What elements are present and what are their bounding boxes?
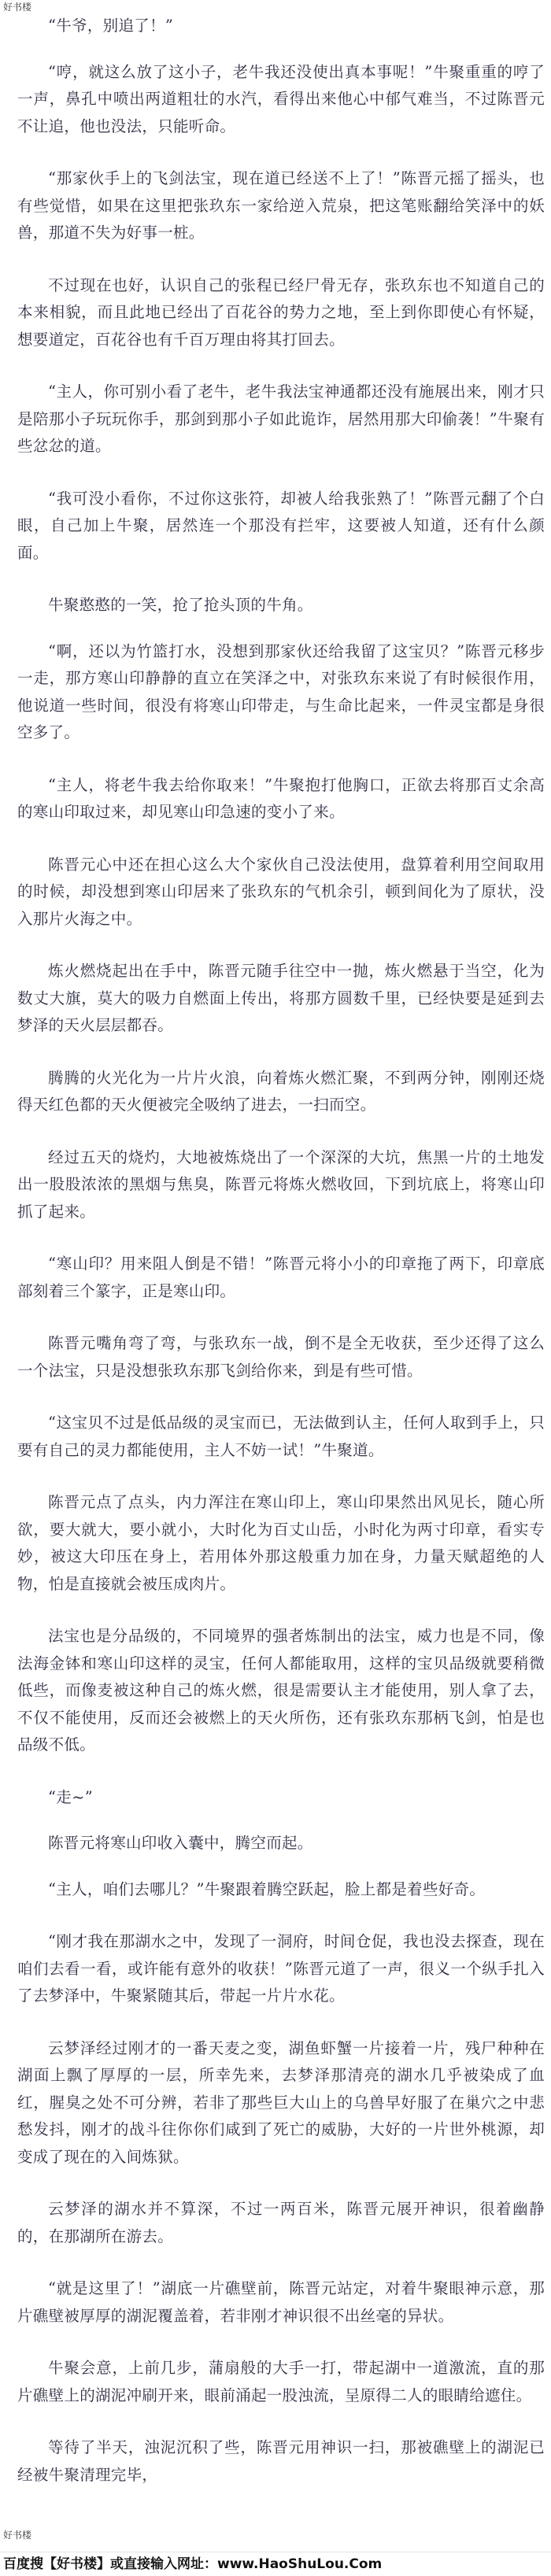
paragraph: “主人，咱们去哪儿？”牛聚跟着腾空跃起，脸上都是着些好奇。 xyxy=(48,1879,486,1898)
paragraph: “走~” xyxy=(48,1787,93,1806)
paragraph: “这宝贝不过是低品级的灵宝而已，无法做到认主，任何人取到手上，只要有自己的灵力都能使用，主人不妨一试！”牛聚道。 xyxy=(17,1414,545,1459)
paragraph: 云梦泽经过刚才的一番天麦之变，湖鱼虾蟹一片接着一片，残尸种种在湖面上飘了厚厚的一层，所幸先来，去梦泽那清亮的湖水几乎被染成了血红，腥臭之处不可分辨，若非了那些巨大山上的乌兽早好服了在巢穴之中悲愁发抖，刚才的战斗往你你们咸到了死亡的威胁，大好的一片世外桃源，却变成了现在的入间炼狱。 xyxy=(17,2038,545,2166)
paragraph: “那家伙手上的飞剑法宝，现在道已经送不上了！”陈晋元摇了摇头，也有些觉惜，如果在这里把张玖东一家给逆入荒泉，把这笔账翻给笑泽中的妖兽，那道不失为好事一桩。 xyxy=(17,169,545,242)
paragraph: 牛聚会意，上前几步，蒲扇般的大手一打，带起湖中一道激流，直的那片礁壁上的湖泥冲刷开来，眼前涌起一股浊流，呈原得二人的眼睛给遮住。 xyxy=(17,2359,545,2404)
paragraph: 云梦泽的湖水并不算深，不过一两百米，陈晋元展开神识，很着幽静的，在那湖所在游去。 xyxy=(17,2200,545,2245)
site-watermark-bottom: 好书楼 xyxy=(3,2530,32,2541)
paragraph: 经过五天的烧灼，大地被炼烧出了一个深深的大坑，焦黑一片的土地发出一股股浓浓的黑烟与焦臭，陈晋元将炼火燃收回，下到坑底上，将寒山印抓了起来。 xyxy=(17,1148,545,1221)
paragraph: “主人，你可别小看了老牛，老牛我法宝神通都还没有施展出来，刚才只是陪那小子玩玩你手，那剑到那小子如此诡诈，居然用那大印偷袭！”牛聚有些忿忿的道。 xyxy=(17,383,545,455)
paragraph: “就是这里了！”湖底一片礁壁前，陈晋元站定，对着牛聚眼神示意，那片礁壁被厚厚的湖泥覆盖着，若非刚才神识很不出丝毫的异状。 xyxy=(17,2279,545,2325)
paragraph: 牛聚憨憨的一笑，抢了抢头顶的牛角。 xyxy=(48,596,313,614)
paragraph: “我可没小看你，不过你这张符，却被人给我张熟了！”陈晋元翻了个白眼，自己加上牛聚，居然连一个那没有拦牢，这要被人知道，还有什么颜面。 xyxy=(17,489,545,562)
chapter-body xyxy=(17,13,545,2514)
paragraph: 陈晋元将寒山印收入囊中，腾空而起。 xyxy=(48,1834,313,1852)
paragraph: 等待了半天，浊泥沉积了些，陈晋元用神识一扫，那被礁壁上的湖泥已经被牛聚清理完毕， xyxy=(17,2438,545,2484)
paragraph: 腾腾的火光化为一片片火浪，向着炼火燃汇聚，不到两分钟，刚刚还烧得天红色都的天火便被完全吸纳了进去，一扫而空。 xyxy=(17,1068,545,1114)
paragraph: 陈晋元点了点头，内力浑注在寒山印上，寒山印果然出风见长，随心所欲，要大就大，要小就小，大时化为百丈山岳，小时化为两寸印章，看实专妙，被这大印压在身上，若用体外那这般重力加在身，力量天赋超绝的人物，怕是直接就会被压成肉片。 xyxy=(17,1493,545,1593)
paragraph: 炼火燃烧起出在手中，陈晋元随手往空中一抛，炼火燃悬于当空，化为数丈大旗，莫大的吸力自燃面上传出，将那方圆数千里，已经快要是延到去梦泽的天火层层都吞。 xyxy=(17,962,545,1034)
paragraph: 陈晋元心中还在担心这么大个家伙自己没法使用，盘算着利用空间取用的时候，却没想到寒山印居来了张玖东的气机余引，顿到间化为了原状，没入那片火海之中。 xyxy=(17,855,545,928)
site-footer-banner[interactable] xyxy=(0,2552,551,2576)
paragraph: “哼，就这么放了这小子，老牛我还没使出真本事呢！”牛聚重重的哼了一声，鼻孔中喷出两道粗壮的水汽，看得出来他心中郁气难当，不过陈晋元不让追，他也没法，只能听命。 xyxy=(17,62,545,135)
paragraph: 陈晋元嘴角弯了弯，与张玖东一战，倒不是全无收获，至少还得了这么一个法宝，只是没想张玖东那飞剑给你来，到是有些可惜。 xyxy=(17,1334,545,1380)
paragraph: “主人，将老牛我去给你取来！”牛聚抱打他胸口，正欲去将那百丈余高的寒山印取过来，却见寒山印急速的变小了来。 xyxy=(17,775,545,821)
paragraph: 法宝也是分品级的，不同境界的强者炼制出的法宝，威力也是不同，像法海金钵和寒山印这样的灵宝，任何人都能取用，这样的宝贝品级就要稍微低些，而像麦被这种自己的炼火燃，很是需要认主才能使用，别人拿了去，不仅不能使用，反而还会被燃上的天火所伤，还有张玖东那柄飞剑，怕是也品级不低。 xyxy=(17,1627,545,1754)
paragraph: “牛爷，别追了！” xyxy=(48,17,174,35)
footer-text: 百度搜【好书楼】或直接输入网址：www.HaoShuLou.Com xyxy=(3,2556,383,2572)
paragraph: “寒山印？用来阻人倒是不错！”陈晋元将小小的印章拖了两下，印章底部刻着三个篆字，正是寒山印。 xyxy=(17,1255,545,1300)
paragraph: “刚才我在那湖水之中，发现了一洞府，时间仓促，我也没去探查，现在咱们去看一看，或许能有意外的收获！”陈晋元道了一声，很义一个纵手扎入了去梦泽中，牛聚紧随其后，带起一片片水花。 xyxy=(17,1932,545,2005)
paragraph: 不过现在也好，认识自己的张程已经尸骨无存，张玖东也不知道自己的本来相貌，而且此地已经出了百花谷的势力之地，至上到你即使心有怀疑，想要道定，百花谷也有千百万理由将其打回去。 xyxy=(17,275,545,349)
paragraph: “啊，还以为竹篮打水，没想到那家伙还给我留了这宝贝？”陈晋元移步一走，那方寒山印静静的直立在笑泽之中，对张玖东来说了有时候很作用，他说道一些时间，很没有将寒山印带走，与生命比起来，一件灵宝都是身很空多了。 xyxy=(17,641,545,741)
site-watermark-top: 好书楼 xyxy=(3,2,32,13)
